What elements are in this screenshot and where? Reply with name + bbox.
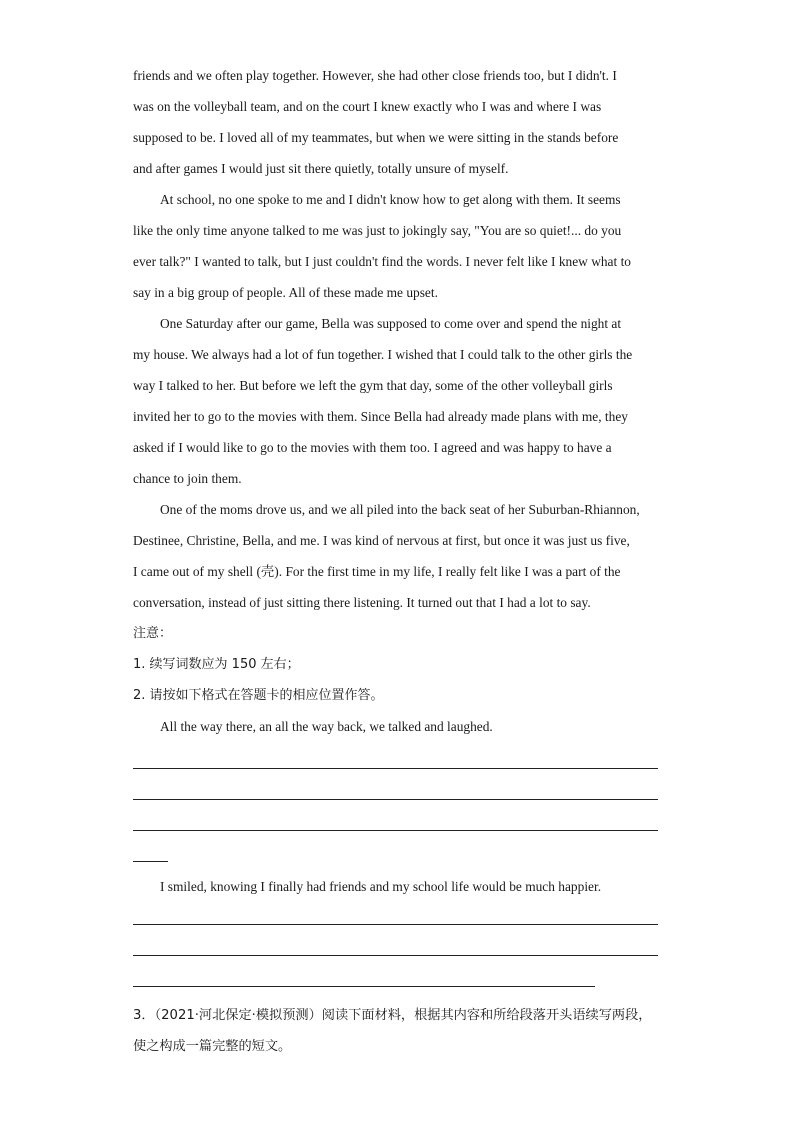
answer-line[interactable] — [133, 924, 658, 925]
answer-line[interactable] — [133, 830, 658, 831]
answer-line[interactable] — [133, 799, 658, 800]
passage-line: my house. We always had a lot of fun together. I wished that I could talk to the other girls the — [133, 347, 633, 362]
passage-line: Destinee, Christine, Bella, and me. I was kind of nervous at first, but once it was just us five, — [133, 533, 630, 548]
notes-heading: 注意： — [133, 626, 173, 641]
passage-line: conversation, instead of just sitting there listening. It turned out that I had a lot to say. — [133, 595, 591, 610]
answer-line[interactable] — [133, 861, 168, 862]
question-prompt: 使之构成一篇完整的短文。 — [133, 1039, 292, 1054]
passage-line: One Saturday after our game, Bella was supposed to come over and spend the night at — [160, 316, 622, 331]
answer-line[interactable] — [133, 955, 658, 956]
passage-line: way I talked to her. But before we left the gym that day, some of the other volleyball girls — [133, 378, 613, 393]
passage-line: say in a big group of people. All of these made me upset. — [133, 285, 438, 300]
passage-line: invited her to go to the movies with them. Since Bella had already made plans with me, they — [133, 409, 628, 424]
next-question — [133, 1000, 673, 1062]
paragraph-opener: All the way there, an all the way back, we talked and laughed. — [160, 719, 493, 734]
passage-line: supposed to be. I loved all of my teammates, but when we were sitting in the stands before — [133, 130, 619, 145]
passage — [133, 60, 663, 742]
question-prompt: 3．（2021·河北保定·模拟预测）阅读下面材料，根据其内容和所给段落开头语续写两段， — [133, 1008, 652, 1023]
passage-line: was on the volleyball team, and on the court I knew exactly who I was and where I was — [133, 99, 602, 114]
notes-item: 1. 续写词数应为 150 左右； — [133, 657, 300, 672]
passage-line: friends and we often play together. However, she had other close friends too, but I didn't. I — [133, 68, 617, 83]
passage-line: One of the moms drove us, and we all piled into the back seat of her Suburban-Rhiannon, — [160, 502, 640, 517]
answer-line[interactable] — [133, 986, 595, 987]
passage-line: like the only time anyone talked to me was just to jokingly say, "You are so quiet!... do you — [133, 223, 622, 238]
paragraph-2 — [133, 871, 663, 902]
passage-line: At school, no one spoke to me and I didn't know how to get along with them. It seems — [160, 192, 621, 207]
answer-line[interactable] — [133, 768, 658, 769]
passage-line: ever talk?" I wanted to talk, but I just couldn't find the words. I never felt like I knew what to — [133, 254, 631, 269]
passage-line: I came out of my shell (壳). For the first time in my life, I really felt like I was a part of the — [133, 564, 621, 579]
passage-line: chance to join them. — [133, 471, 242, 486]
passage-line: asked if I would like to go to the movies with them too. I agreed and was happy to have a — [133, 440, 612, 455]
notes-item: 2. 请按如下格式在答题卡的相应位置作答。 — [133, 688, 384, 703]
passage-line: and after games I would just sit there quietly, totally unsure of myself. — [133, 161, 509, 176]
paragraph-opener: I smiled, knowing I finally had friends and my school life would be much happier. — [160, 879, 602, 894]
